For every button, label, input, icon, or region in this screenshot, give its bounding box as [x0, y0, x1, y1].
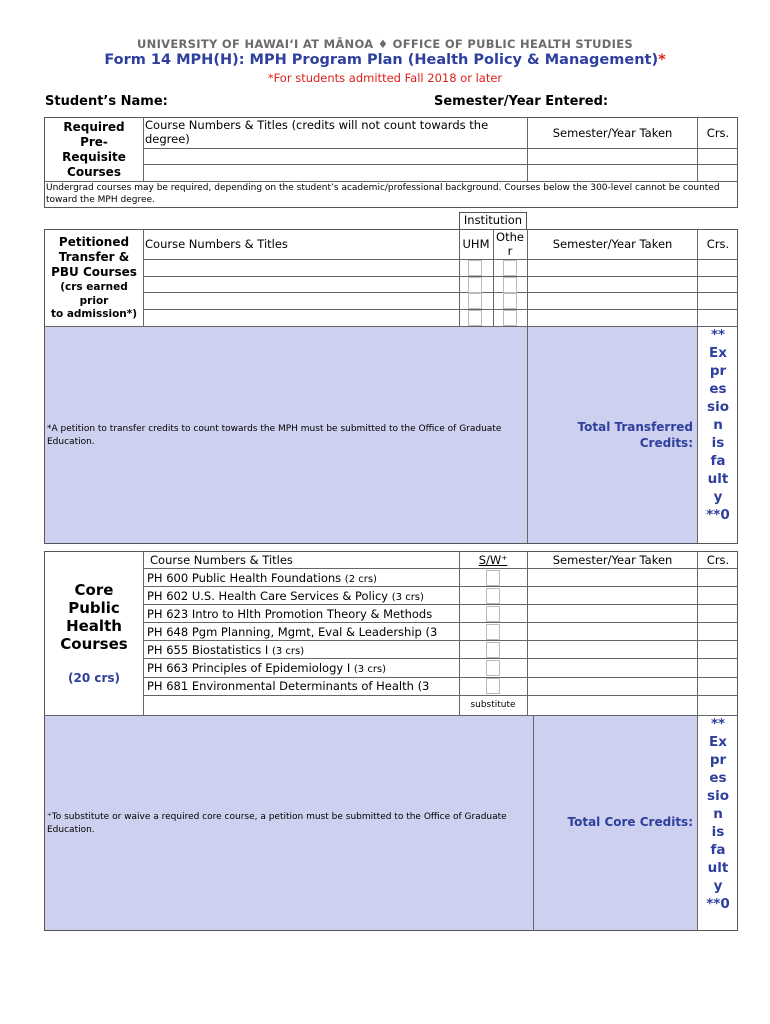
- sw-checkbox[interactable]: [486, 570, 500, 586]
- sw-checkbox[interactable]: [486, 642, 500, 658]
- prereq-course-header: Course Numbers & Titles (credits will not count towards the degree): [145, 118, 489, 146]
- transfer-semester-header: Semester/Year Taken: [552, 237, 673, 251]
- uhm-header: UHM: [462, 237, 490, 251]
- transfer-note: *A petition to transfer credits to count towards the MPH must be submitted to the Office of Graduate Education.: [47, 424, 502, 447]
- course-credits: (3: [425, 625, 438, 639]
- transfer-section-sub: (crs earned prior to admission*): [50, 281, 138, 320]
- uhm-checkbox[interactable]: [468, 293, 482, 309]
- core-section-credits: (20 crs): [67, 671, 121, 685]
- core-course-row: [147, 643, 304, 657]
- core-semester-header: Semester/Year Taken: [552, 553, 673, 567]
- core-course-row: [147, 571, 377, 585]
- transfer-section-label: Petitioned Transfer & PBU Courses: [51, 235, 137, 279]
- course-title: PH 602 U.S. Health Care Services & Policy: [147, 589, 389, 603]
- sw-checkbox[interactable]: [486, 678, 500, 694]
- university-header: UNIVERSITY OF HAWAIʻI AT MĀNOA ♦ OFFICE OF PUBLIC HEALTH STUDIES: [137, 37, 633, 51]
- course-credits: (3 crs): [391, 592, 424, 603]
- prereq-section-label: Required Pre- Requisite Courses: [62, 120, 126, 179]
- sw-checkbox[interactable]: [486, 660, 500, 676]
- form-title-text: Form 14 MPH(H): MPH Program Plan (Health Policy & Management): [104, 52, 659, 68]
- core-course-row: [147, 607, 432, 621]
- uhm-checkbox[interactable]: [468, 260, 482, 276]
- prereq-note: Undergrad courses may be required, depending on the student’s academic/professional background. Courses below the 300-level cannot be counted toward the MPH degree.: [46, 183, 720, 205]
- form-title: [0, 52, 770, 68]
- transfer-total-label: Total Transferred Credits:: [577, 420, 693, 450]
- transfer-total-value: ** Ex pr es sio n is fa ult y **0: [706, 327, 730, 523]
- course-title: PH 655 Biostatistics I: [147, 643, 269, 657]
- uhm-checkbox[interactable]: [468, 277, 482, 293]
- prereq-semester-header: Semester/Year Taken: [552, 126, 673, 140]
- sw-checkbox[interactable]: [486, 624, 500, 640]
- course-title: PH 623 Intro to Hlth Promotion Theory & Methods: [147, 607, 433, 621]
- sw-header: S/W⁺: [478, 553, 508, 567]
- form-title-star: *: [658, 52, 666, 68]
- other-checkbox[interactable]: [503, 310, 517, 326]
- semester-entered-label: Semester/Year Entered:: [434, 94, 609, 109]
- core-course-row: [147, 679, 429, 693]
- uhm-checkbox[interactable]: [468, 310, 482, 326]
- core-note: ⁺To substitute or waive a required core course, a petition must be submitted to the Office of Graduate Education.: [47, 812, 507, 835]
- institution-label: Institution: [463, 213, 523, 227]
- sw-checkbox[interactable]: [486, 606, 500, 622]
- other-checkbox[interactable]: [503, 260, 517, 276]
- course-credits: (2 crs): [344, 574, 377, 585]
- course-credits: (3 crs): [271, 646, 305, 657]
- sw-checkbox[interactable]: [486, 588, 500, 604]
- other-checkbox[interactable]: [503, 277, 517, 293]
- student-name-label: Student’s Name:: [45, 94, 168, 109]
- prereq-credits-header: Crs.: [706, 126, 730, 140]
- core-course-row: [147, 589, 424, 603]
- other-header: Othe r: [496, 230, 524, 258]
- course-title: PH 663 Principles of Epidemiology I: [147, 661, 351, 675]
- course-title: PH 648 Pgm Planning, Mgmt, Eval & Leadership: [147, 625, 422, 639]
- core-course-row: [147, 661, 386, 675]
- core-course-header: Course Numbers & Titles: [150, 553, 293, 567]
- course-title: PH 600 Public Health Foundations: [147, 571, 342, 585]
- course-credits: (3 crs): [353, 664, 387, 675]
- other-checkbox[interactable]: [503, 293, 517, 309]
- transfer-credits-header: Crs.: [706, 237, 730, 251]
- form-subtitle: *For students admitted Fall 2018 or later: [267, 71, 503, 85]
- core-course-row: [147, 625, 437, 639]
- course-title: PH 681 Environmental Determinants of Health: [147, 679, 414, 693]
- transfer-course-header: Course Numbers & Titles: [145, 237, 288, 251]
- course-credits: (3: [417, 679, 430, 693]
- core-section-label: Core Public Health Courses: [60, 581, 128, 653]
- core-total-value: ** Ex pr es sio n is fa ult y **0: [706, 716, 730, 912]
- substitute-label: substitute: [470, 700, 516, 710]
- core-total-label: Total Core Credits:: [567, 815, 693, 829]
- core-credits-header: Crs.: [706, 553, 730, 567]
